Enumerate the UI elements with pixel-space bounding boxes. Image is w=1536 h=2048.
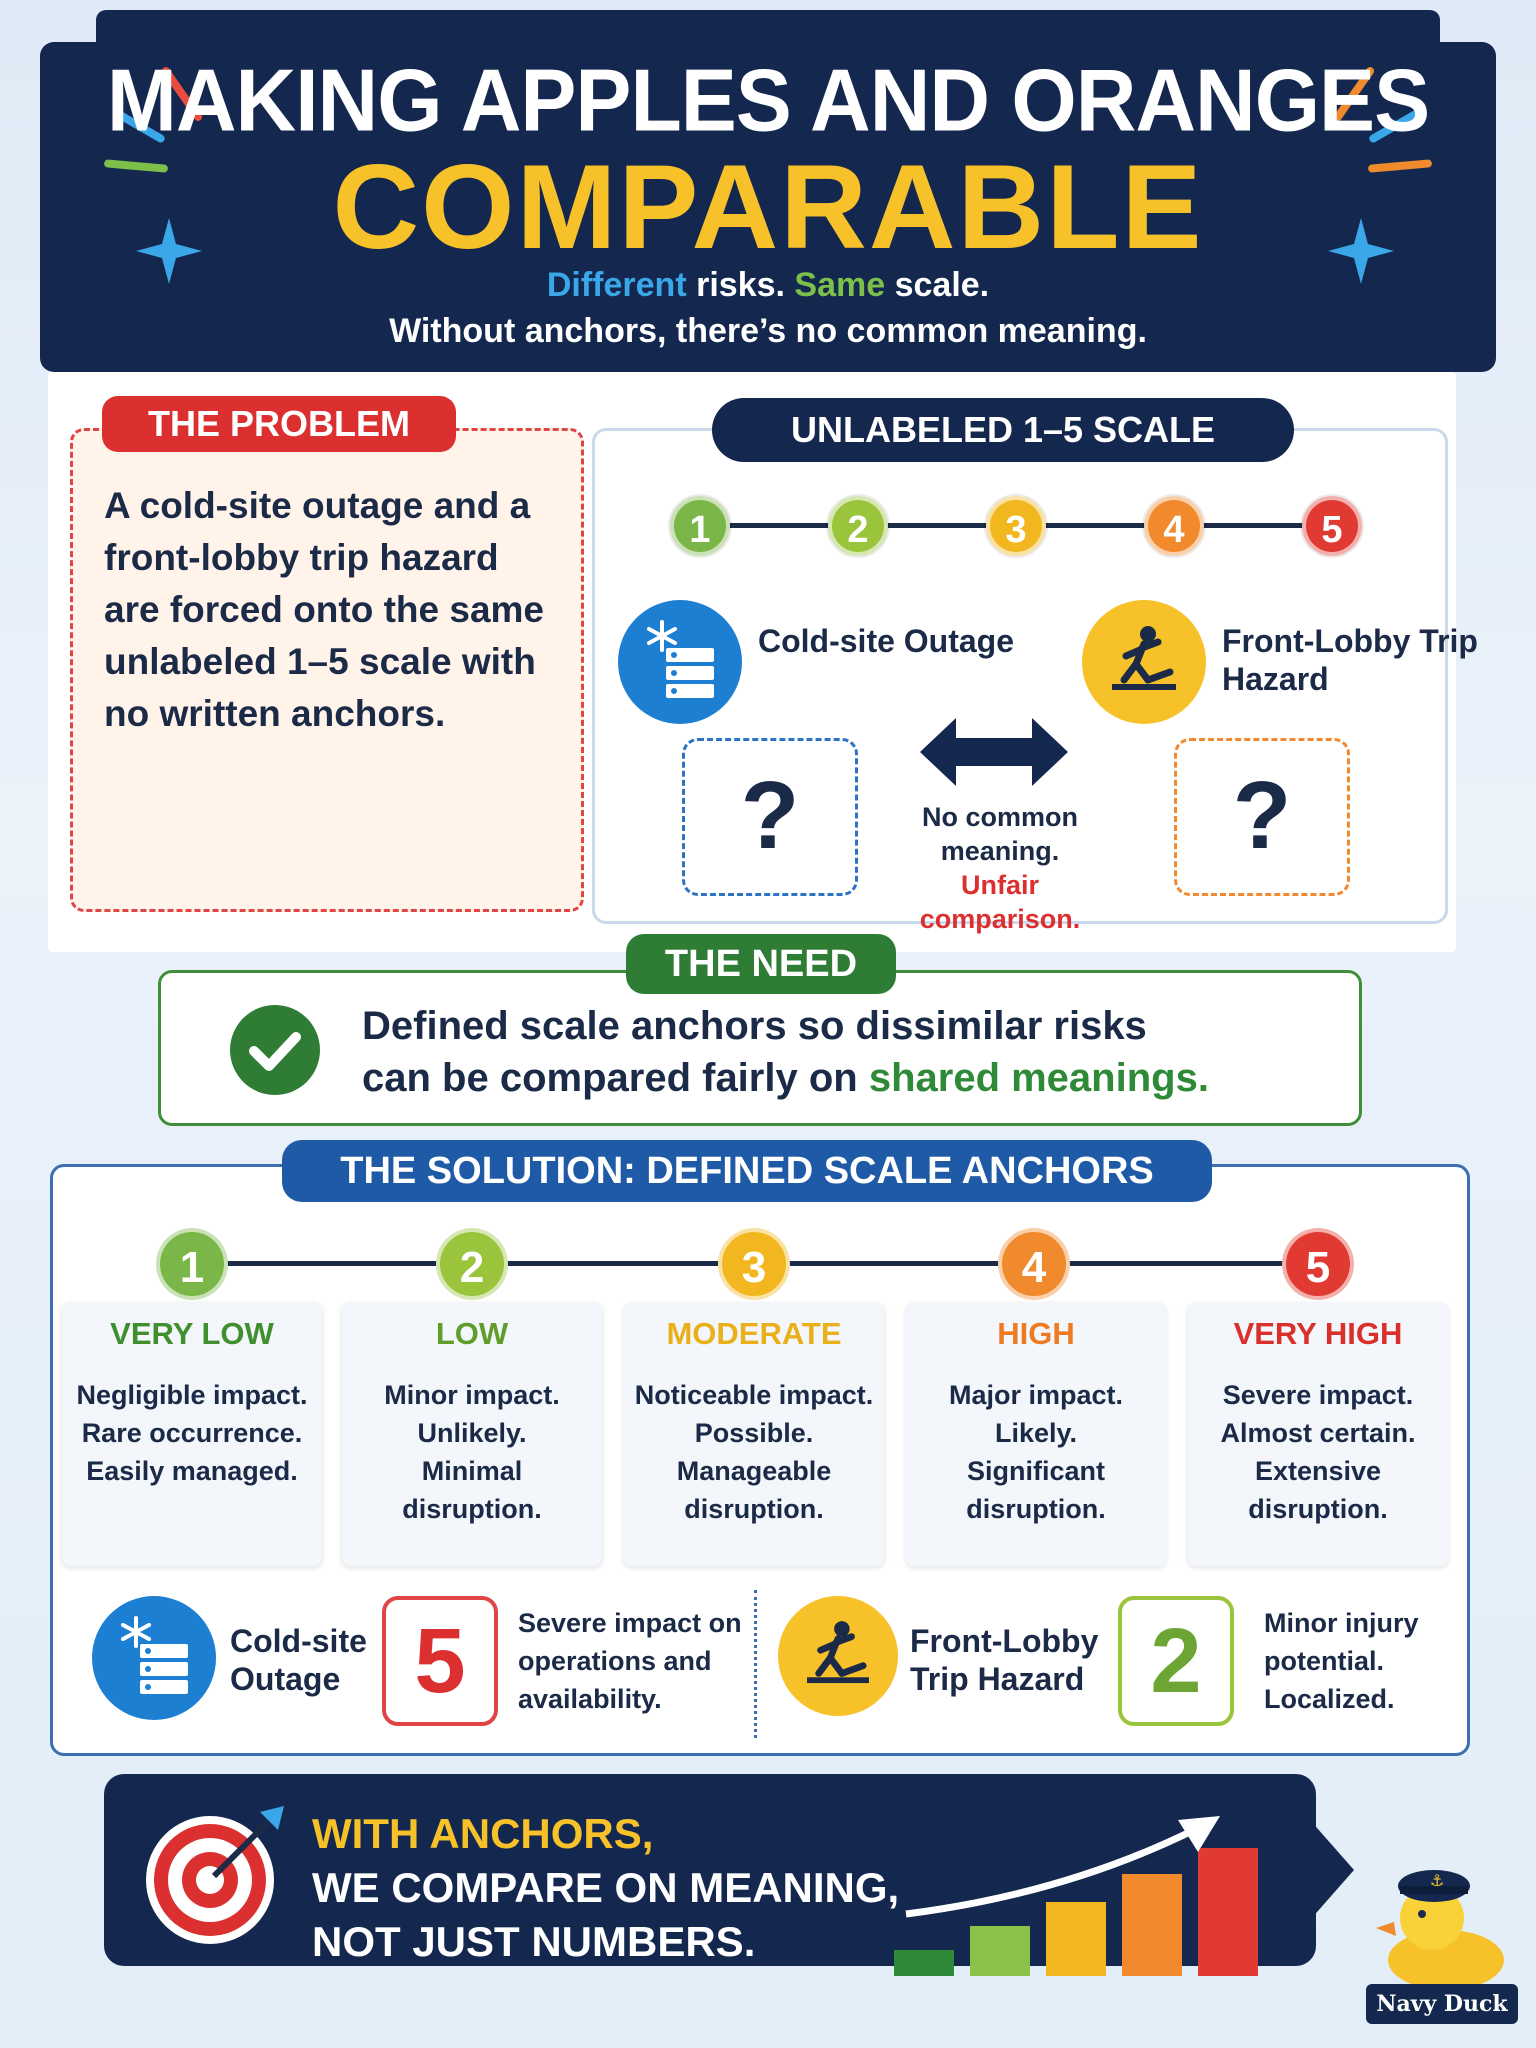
- anchor-desc-line: disruption.: [684, 1494, 824, 1524]
- score-badge-trip-hazard: 2: [1118, 1596, 1234, 1726]
- risk-name-line: Trip Hazard: [910, 1661, 1085, 1697]
- score-desc-line: operations and: [518, 1646, 712, 1676]
- anchor-dot-3: 3: [718, 1228, 790, 1300]
- scale-dot-2: 2: [828, 496, 888, 556]
- subtitle-same: Same: [794, 266, 886, 304]
- anchor-desc: [906, 1376, 1166, 1528]
- anchor-desc-line: Extensive: [1254, 1456, 1382, 1486]
- anchor-desc-line: Negligible impact.: [76, 1380, 308, 1410]
- no-common-line-1: No common: [921, 802, 1078, 832]
- risk-name-line: Outage: [230, 1661, 341, 1697]
- unknown-score-trip-hazard: ?: [1174, 738, 1350, 896]
- need-text-highlight: shared meanings.: [868, 1056, 1209, 1100]
- growth-bar: [970, 1926, 1030, 1976]
- anchor-desc-line: Noticeable impact.: [634, 1380, 874, 1410]
- need-text-line-2: can be compared fairly on: [362, 1056, 869, 1100]
- scored-risk-name-trip-hazard: [910, 1622, 1098, 1698]
- anchor-desc-line: Major impact.: [948, 1380, 1124, 1410]
- unfair-line-1: Unfair: [960, 870, 1039, 900]
- anchor-desc-line: disruption.: [402, 1494, 542, 1524]
- target-icon: [138, 1800, 298, 1950]
- duck-mascot-icon: [1370, 1856, 1510, 1990]
- risk-name-cold-site: Cold-site Outage: [758, 623, 1015, 659]
- anchor-card-very-high: [1188, 1302, 1448, 1566]
- anchor-title: VERY LOW: [110, 1316, 274, 1351]
- anchor-desc: [1188, 1376, 1448, 1528]
- scale-dot-3: 3: [986, 496, 1046, 556]
- score-desc-line: availability.: [518, 1684, 662, 1714]
- anchor-desc: [342, 1376, 602, 1528]
- anchor-desc-line: Minor impact.: [384, 1380, 560, 1410]
- score-desc-line: Severe impact on: [518, 1608, 742, 1638]
- score-desc-line: potential.: [1264, 1646, 1384, 1676]
- footer-arrow: [1310, 1820, 1354, 1920]
- score-desc-line: Localized.: [1264, 1684, 1395, 1714]
- anchor-desc-line: Manageable: [676, 1456, 832, 1486]
- footer-line-3: NOT JUST NUMBERS.: [312, 1918, 756, 1965]
- mascot-label: Navy Duck: [1366, 1984, 1518, 2024]
- problem-label: THE PROBLEM: [102, 396, 456, 452]
- anchor-dot-1: 1: [156, 1228, 228, 1300]
- anchor-dot-4: 4: [998, 1228, 1070, 1300]
- subtitle-line-1: [0, 266, 1536, 305]
- anchor-dot-5: 5: [1282, 1228, 1354, 1300]
- scale-dot-1: 1: [670, 496, 730, 556]
- anchor-card-high: [906, 1302, 1166, 1566]
- no-common-meaning-note: [880, 800, 1120, 936]
- anchor-desc-line: Easily managed.: [86, 1456, 298, 1486]
- footer-line-1: WITH ANCHORS,: [312, 1810, 654, 1857]
- check-icon: [230, 1005, 320, 1095]
- anchor-desc-line: Severe impact.: [1222, 1380, 1414, 1410]
- snowflake-server-icon: [618, 600, 742, 724]
- score-badge-cold-site: 5: [382, 1596, 498, 1726]
- footer-line-2: WE COMPARE ON MEANING,: [312, 1864, 900, 1911]
- subtitle-risks: risks.: [686, 266, 795, 304]
- scale-dot-4: 4: [1144, 496, 1204, 556]
- score-desc-line: Minor injury: [1264, 1608, 1419, 1638]
- scored-risk-name-cold-site: [230, 1622, 367, 1698]
- need-text: [362, 1000, 1342, 1104]
- anchor-title: HIGH: [997, 1316, 1075, 1351]
- no-common-line-2: meaning.: [940, 836, 1060, 866]
- title-line-1: MAKING APPLES AND ORANGES: [106, 50, 1430, 150]
- svg-text:⚓: ⚓: [1430, 1871, 1445, 1890]
- anchor-desc: [62, 1376, 322, 1490]
- double-arrow-icon: [916, 712, 1072, 792]
- anchor-desc-line: disruption.: [966, 1494, 1106, 1524]
- subtitle-different: Different: [546, 266, 687, 304]
- anchor-title: MODERATE: [666, 1316, 842, 1351]
- risk-name-trip-hazard: Front-Lobby Trip Hazard: [1222, 623, 1478, 697]
- score-desc-cold-site: [518, 1604, 742, 1718]
- score-desc-trip-hazard: [1264, 1604, 1419, 1718]
- growth-bars: [894, 1806, 1274, 1976]
- anchor-card-very-low: [62, 1302, 322, 1566]
- scale-dot-5: 5: [1302, 496, 1362, 556]
- solution-label: THE SOLUTION: DEFINED SCALE ANCHORS: [282, 1140, 1212, 1202]
- anchor-title: LOW: [435, 1316, 509, 1351]
- need-label: THE NEED: [626, 934, 896, 994]
- unknown-score-cold-site: ?: [682, 738, 858, 896]
- anchor-title: VERY HIGH: [1233, 1316, 1403, 1351]
- anchor-desc-line: Likely.: [994, 1418, 1078, 1448]
- need-text-line-1: Defined scale anchors so dissimilar risks: [362, 1004, 1147, 1048]
- anchor-desc-line: Almost certain.: [1220, 1418, 1416, 1448]
- unlabeled-scale-label: UNLABELED 1–5 SCALE: [712, 398, 1294, 462]
- anchor-desc-line: Unlikely.: [417, 1418, 527, 1448]
- trip-hazard-icon: [1082, 600, 1206, 724]
- subtitle-line-2: Without anchors, there’s no common meaning.: [389, 312, 1147, 350]
- anchor-desc-line: Significant: [966, 1456, 1105, 1486]
- anchor-desc-line: Possible.: [694, 1418, 814, 1448]
- risk-name-line: Cold-site: [230, 1623, 367, 1659]
- anchor-dot-2: 2: [436, 1228, 508, 1300]
- unfair-line-2: comparison.: [919, 904, 1081, 934]
- anchor-card-low: [342, 1302, 602, 1566]
- trip-hazard-icon: [778, 1596, 898, 1716]
- growth-arrow-icon: [894, 1806, 1274, 1926]
- anchor-desc-line: disruption.: [1248, 1494, 1388, 1524]
- divider: [754, 1590, 757, 1738]
- problem-text: A cold-site outage and a front-lobby trip hazard are forced onto the same unlabeled 1–5 scale with no written anchors.: [104, 485, 545, 734]
- snowflake-server-icon: [92, 1596, 216, 1720]
- anchor-desc: [624, 1376, 884, 1528]
- title-line-2: COMPARABLE: [332, 140, 1204, 274]
- growth-bar: [894, 1950, 954, 1976]
- anchor-desc-line: Rare occurrence.: [81, 1418, 303, 1448]
- risk-name-line: Front-Lobby: [910, 1623, 1099, 1659]
- anchor-card-moderate: [624, 1302, 884, 1566]
- anchor-desc-line: Minimal: [421, 1456, 523, 1486]
- subtitle-scale: scale.: [885, 266, 990, 304]
